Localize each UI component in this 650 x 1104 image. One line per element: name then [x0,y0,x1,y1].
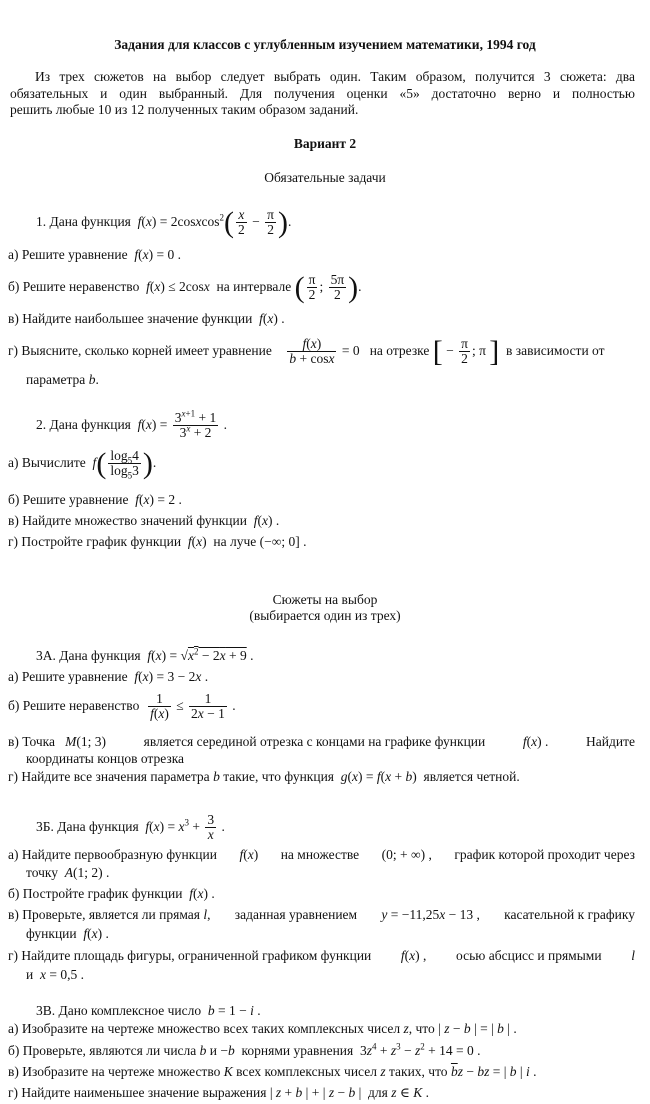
task1-d2: параметра b. [26,372,99,387]
task1-head-text: 1. Дана функция [36,214,131,229]
task3v-head: 3В. Дано комплексное число b = 1 − i . [36,1003,261,1018]
task3a-d-mid: такие, что функция [223,769,335,784]
task3v-d-mid: для [368,1085,388,1100]
task3b-a-end: график которой проходит через [454,847,635,862]
task3v-c-text: в) Изобразите на чертеже множество [8,1064,221,1079]
task2-head: 2. Дана функция f(x) = $\frac{3^{x+1} + 1}{3^x + 2}$ . [36,408,227,441]
task1-a-text: а) Решите уравнение [8,247,128,262]
intro-line-2: обязательных и один выбранный. Для получения оценки «5» достаточно верно и полностью [10,86,635,101]
task3b-head: 3Б. Дана функция $f(x) = x^3$ + $\frac{3}{x}$ . [36,812,225,843]
task3v-c-mid2: таких, что [388,1064,448,1079]
task2-b-text: б) Решите уравнение [8,492,129,507]
task3a-b-text: б) Решите неравенство [8,698,140,713]
mandatory-heading: Обязательные задачи [264,170,386,185]
task3a-head-text: 3А. Дана функция [36,648,141,663]
task3v-d-text: г) Найдите наименьшее значение выражения [8,1085,267,1100]
task3b-c2-text: функции [26,926,77,941]
task3b-d2-text: и [26,967,34,982]
task1-c-text: в) Найдите наибольшее значение функции [8,311,253,326]
page-title: Задания для классов с углубленным изучением математики, 1994 год [114,37,536,52]
task3a-d-end: является четной. [423,769,520,784]
task3b-c-end: касательной к графику [504,907,635,922]
task3a-c-end: Найдите [586,734,635,749]
task3v-a-text: а) Изобразите на чертеже множество всех таких комплексных чисел [8,1021,401,1036]
task2-d: г) Постройте график функции f(x) на луче (−∞; 0] . [8,534,307,549]
task3b-c: в) Проверьте, является ли прямая l, заданная уравнением y = −11,25x − 13 , касательной к графику [8,907,635,922]
intro-line-3: решить любые 10 из 12 полученных таким образом заданий. [10,102,359,117]
task2-b: б) Решите уравнение f(x) = 2 . [8,492,182,507]
task3b-head-text: 3Б. Дана функция [36,819,139,834]
task2-c-text: в) Найдите множество значений функции [8,513,247,528]
task3a-d-text: г) Найдите все значения параметра [8,769,210,784]
task1-c: в) Найдите наибольшее значение функции f(x) . [8,311,285,326]
task3v-a: а) Изобразите на чертеже множество всех таких комплексных чисел z, что | z − b | = | b | . [8,1021,517,1036]
choice-heading: Сюжеты на выбор [272,592,378,607]
task1-b-mid: на интервале [216,279,292,294]
task3b-a2-text: точку [26,865,59,880]
task3b-d-text: г) Найдите площадь фигуры, ограниченной графиком функции [8,948,372,963]
task2-d-mid: на луче [213,534,257,549]
task3b-b-text: б) Постройте график функции [8,886,183,901]
task3a-d: г) Найдите все значения параметра b такие, что функция g(x) = f(x + b) является четной. [8,769,520,784]
task1-a: а) Решите уравнение f(x) = 0 . [8,247,181,262]
task3b-c-mid: заданная уравнением [234,907,358,922]
task3b-d: г) Найдите площадь фигуры, ограниченной графиком функции f(x) , осью абсцисс и прямыми l [8,948,635,963]
task3v-b-mid: корнями уравнения [241,1043,354,1058]
task3b-a: а) Найдите первообразную функции f(x) на множестве (0; + ∞) , график которой проходит через [8,847,635,862]
task3b-d2: и x = 0,5 . [26,967,84,982]
task2-a-text: а) Вычислите [8,455,86,470]
variant-title: Вариант 2 [293,136,357,151]
task2-d-text: г) Постройте график функции [8,534,182,549]
task3v-a-mid: что [415,1021,435,1036]
task3v-b-and: и [209,1043,218,1058]
task3b-a-mid: на множестве [280,847,360,862]
task3b-a-text: а) Найдите первообразную функции [8,847,217,862]
task1-d-mid: на отрезке [369,343,430,358]
task1-d: г) Выясните, сколько корней имеет уравнение $\frac{f(x)}{b + \cos x}$ = 0 на отрезке [ − $\frac{\pi}{2}$ ; π ] в зависимости от [8,334,605,368]
task3a-c-text: в) Точка [8,734,56,749]
task3a-c: в) Точка M(1; 3) является серединой отрезка с концами на графике функции f(x) . Найдите [8,734,635,749]
choice-subheading: (выбирается один из трех) [249,608,401,623]
task3b-b: б) Постройте график функции f(x) . [8,886,215,901]
task1-b-text: б) Решите неравенство [8,279,140,294]
task3v-d: г) Найдите наименьшее значение выражения | z + b | + | z − b | для z ∈ K . [8,1085,430,1100]
task3b-a2: точку A(1; 2) . [26,865,110,880]
task3b-c-text: в) Проверьте, является ли прямая [8,907,200,922]
task1-d-text: г) Выясните, сколько корней имеет уравнение [8,343,272,358]
task2-a: а) Вычислите f( $\frac{\log_54}{\log_53}$ ). [8,446,157,482]
task1-d-end: в зависимости от [506,343,605,358]
task3a-b: б) Решите неравенство $\frac{1}{f(x)}$ ≤ $\frac{1}{2x - 1}$ . [8,691,236,722]
task3v-b-text: б) Проверьте, являются ли числа [8,1043,197,1058]
task3b-d-mid: осью абсцисс и прямыми [456,948,602,963]
task1-b: б) Решите неравенство f(x) ≤ 2cosx на интервале ( $\frac{\pi}{2}$ ; $\frac{5\pi}{2}$ ). [8,270,362,304]
task3v-b: б) Проверьте, являются ли числа b и −b корнями уравнения $3z^4 + z^3 - z^2 + 14 = 0$ . [8,1041,481,1058]
task3b-c2: функции f(x) . [26,926,109,941]
task3a-a-text: а) Решите уравнение [8,669,128,684]
task1-head: 1. Дана функция f(x) = 2cosxcos$^2$( $\frac{x}{2}$ − $\frac{\pi}{2}$ ). [36,205,292,239]
task3v-c: в) Изобразите на чертеже множество K всех комплексных чисел z таких, что $\overline{b}z$ − bz = | b | i . [8,1064,537,1079]
task3a-c-mid: является серединой отрезка с концами на графике функции [143,734,486,749]
task3v-c-mid: всех комплексных чисел [236,1064,377,1079]
task3v-head-text: 3В. Дано комплексное число [36,1003,202,1018]
task3a-c2: координаты концов отрезка [26,751,185,766]
task2-head-text: 2. Дана функция [36,417,131,432]
task3a-head: 3А. Дана функция $f(x) = √x^2 - 2x + 9$ . [36,646,254,663]
intro-line-1: Из трех сюжетов на выбор следует выбрать один. Таким образом, получится 3 сюжета: два [35,69,635,84]
task3a-a: а) Решите уравнение f(x) = 3 − 2x . [8,669,209,684]
task2-c: в) Найдите множество значений функции f(x) . [8,513,280,528]
task1-d2-text: параметра [26,372,86,387]
